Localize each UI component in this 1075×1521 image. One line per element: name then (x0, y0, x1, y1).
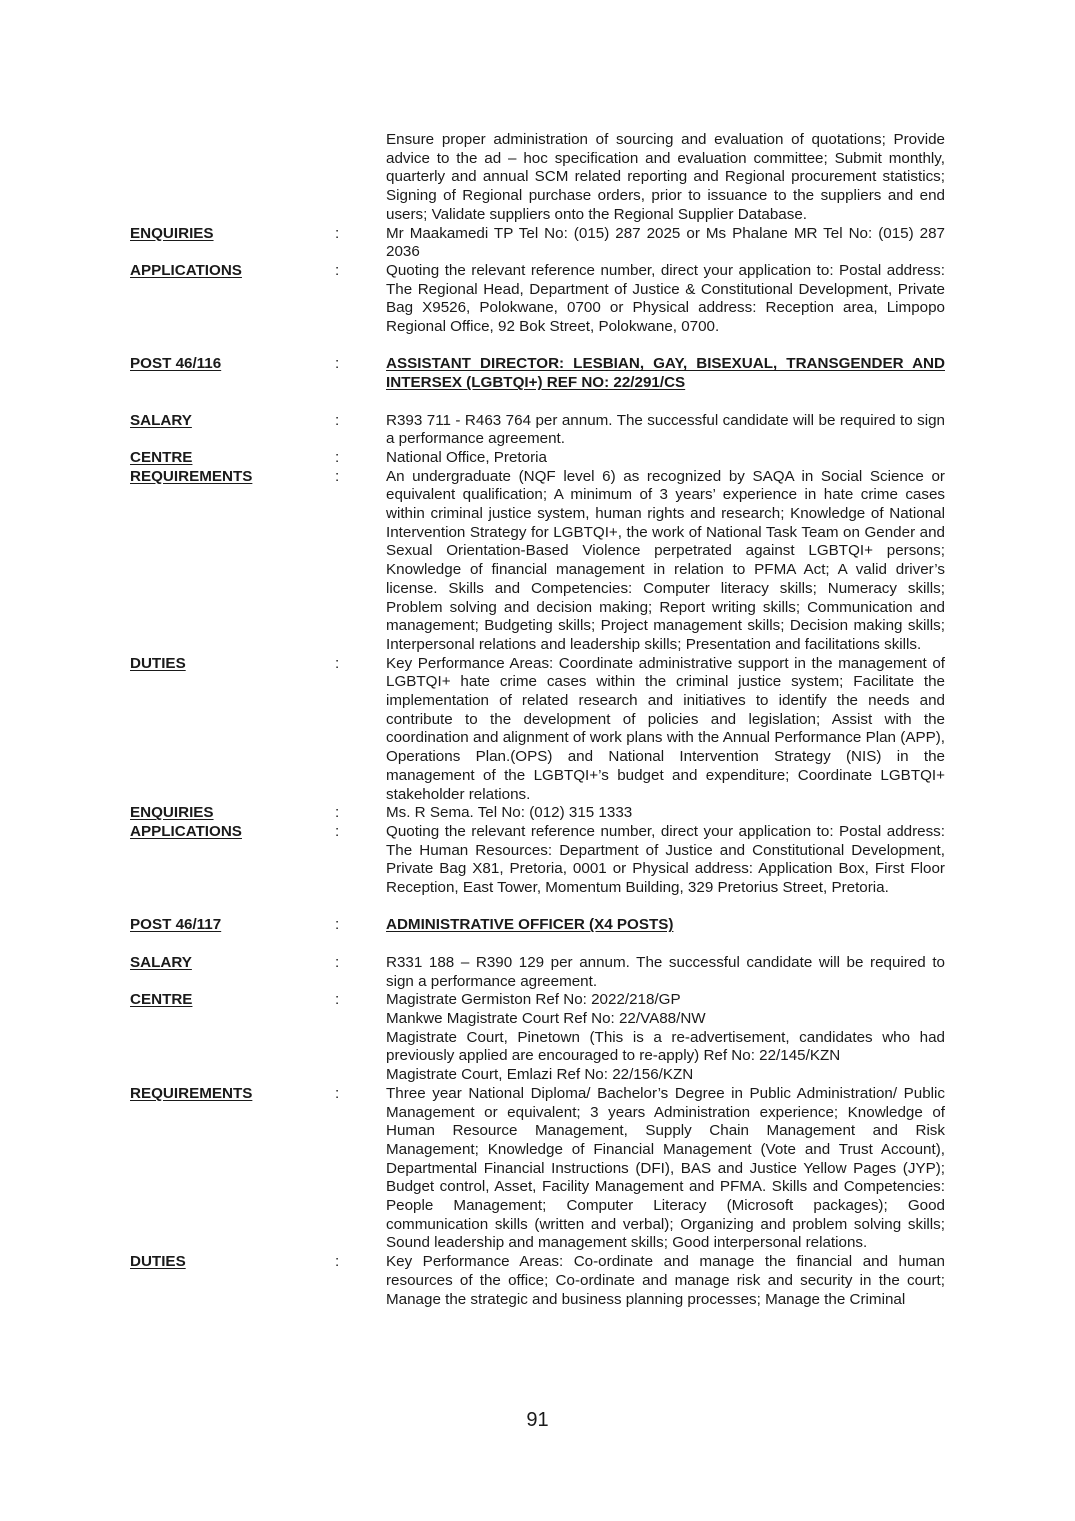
post-116-duties-row (130, 655, 945, 805)
separator-colon: : (335, 804, 340, 822)
duties-value: Key Performance Areas: Coordinate administrative support in the management of LGBTQI+ hate crime cases within the criminal justice system; Facilitate the implementation of related research and initiatives to identify the needs and contribute to the development of policies and legislation; Assist with the coordination and alignment of work plans with the Annual Performance Plan (APP), Operations Plan.(OPS) and National Intervention Strategy (NIS) in the management of the LGBTQI+’s budget and expenditure; Coordinate LGBTQI+ stakeholder relations. (386, 654, 945, 803)
centre-line: Magistrate Court, Emlazi Ref No: 22/156/KZN (386, 1066, 694, 1084)
enquiries-label: ENQUIRIES (130, 224, 214, 242)
post-117-title: ADMINISTRATIVE OFFICER (X4 POSTS) (386, 916, 674, 934)
separator-colon: : (335, 261, 340, 279)
separator-colon: : (335, 1253, 340, 1271)
applications-value: Quoting the relevant reference number, direct your application to: Postal address: The Regional Head, Department of Justice & Constitutional Development, Private Bag X9526, Polokwane, 0700 or Physical address: Reception area, Limpopo Regional Office, 92 Bok Street, Polokwane, 0700. (386, 261, 945, 336)
post-116-title: ASSISTANT DIRECTOR: LESBIAN, GAY, BISEXUAL, TRANSGENDER AND INTERSEX (LGBTQI+) REF NO: 22/291/CS (386, 355, 945, 392)
separator-colon: : (335, 1084, 340, 1102)
post-117-header-row (130, 916, 945, 935)
continuation-row (130, 131, 945, 225)
post-116-applications-row (130, 823, 945, 898)
duties-label: DUTIES (130, 654, 186, 672)
post-116-centre-row (130, 449, 945, 468)
salary-label: SALARY (130, 411, 192, 429)
post-117-salary-row (130, 954, 945, 991)
enquiries-row (130, 225, 945, 262)
centre-value: National Office, Pretoria (386, 448, 547, 466)
separator-colon: : (335, 654, 340, 672)
post-116-requirements-row (130, 468, 945, 655)
post-117-label: POST 46/117 (130, 916, 222, 934)
separator-colon: : (335, 953, 340, 971)
separator-colon: : (335, 916, 340, 934)
separator-colon: : (335, 991, 340, 1009)
duties-value: Key Performance Areas: Co-ordinate and manage the financial and human resources of the office; Co-ordinate and manage risk and security in the court; Manage the strategic and business planning processes; Manage the Criminal (386, 1253, 945, 1308)
enquiries-label: ENQUIRIES (130, 804, 214, 822)
duties-label: DUTIES (130, 1253, 186, 1271)
post-116-header-row (130, 355, 945, 392)
separator-colon: : (335, 411, 340, 429)
applications-label: APPLICATIONS (130, 822, 242, 840)
document-body (130, 131, 945, 1309)
centre-label: CENTRE (130, 991, 193, 1009)
separator-colon: : (335, 467, 340, 485)
post-116-salary-row (130, 412, 945, 449)
enquiries-value: Mr Maakamedi TP Tel No: (015) 287 2025 or Ms Phalane MR Tel No: (015) 287 2036 (386, 224, 945, 261)
post-117-duties-row (130, 1253, 945, 1309)
requirements-value: An undergraduate (NQF level 6) as recognized by SAQA in Social Science or equivalent qualification; A minimum of 3 years’ experience in hate crime cases within criminal justice system, human rights and research; Knowledge of National Intervention Strategy for LGBTQI+, the work of National Task Team on Gender and Sexual Orientation-Based Violence perpetrated against LGBTQI+ persons; Knowledge of financial management in relation to PFMA Act; A valid driver’s license. Skills and Competencies: Computer literacy skills; Numeracy skills; Problem solving and decision making; Report writing skills; Communication and management; Budgeting skills; Project management skills; Decision making skills; Interpersonal relations and leadership skills; Presentation and facilitations skills. (386, 467, 945, 653)
centre-line: Mankwe Magistrate Court Ref No: 22/VA88/NW (386, 1009, 706, 1027)
salary-value: R393 711 - R463 764 per annum. The successful candidate will be required to sign a performance agreement. (386, 411, 945, 448)
separator-colon: : (335, 355, 340, 373)
centre-list (386, 991, 945, 1085)
applications-value: Quoting the relevant reference number, direct your application to: Postal address: The Human Resources: Department of Justice and Constitutional Development, Private Bag X81, Pretoria, 0001 or Physical address: Application Box, First Floor Reception, East Tower, Momentum Building, 329 Pretorius Street, Pretoria. (386, 822, 945, 897)
continuation-text: Ensure proper administration of sourcing and evaluation of quotations; Provide advice to the ad – hoc specification and evaluation committee; Submit monthly, quarterly and annual SCM related reporting and Regional procurement statistics; Signing of Regional purchase orders, prior to issuance to the suppliers and end users; Validate suppliers onto the Regional Supplier Database. (386, 131, 945, 223)
centre-label: CENTRE (130, 448, 193, 466)
post-116-enquiries-row (130, 804, 945, 823)
separator-colon: : (335, 224, 340, 242)
enquiries-value: Ms. R Sema. Tel No: (012) 315 1333 (386, 804, 633, 822)
separator-colon: : (335, 448, 340, 466)
requirements-label: REQUIREMENTS (130, 1084, 253, 1102)
salary-value: R331 188 – R390 129 per annum. The successful candidate will be required to sign a performance agreement. (386, 953, 945, 990)
page-number: 91 (526, 1409, 549, 1431)
salary-label: SALARY (130, 953, 192, 971)
applications-label: APPLICATIONS (130, 261, 242, 279)
post-116-label: POST 46/116 (130, 355, 222, 373)
requirements-value: Three year National Diploma/ Bachelor’s Degree in Public Administration/ Public Management or equivalent; 3 years Administration experience; Knowledge of Human Resource Management, Supply Chain Management and Risk Management; Knowledge of Financial Management (Vote and Trust Account), Departmental Financial Instructions (DFI), BAS and Justice Yellow Pages (JYP); Budget control, Asset, Facility Management and PFMA. Skills and Competencies: People Management; Computer Literacy (Microsoft packages); Good communication skills (written and verbal); Organizing and problem solving skills; Sound leadership and management skills; Good interpersonal relations. (386, 1084, 945, 1252)
centre-line: Magistrate Court, Pinetown (This is a re-advertisement, candidates who had previously applied are encouraged to re-apply) Ref No: 22/145/KZN (386, 1028, 945, 1065)
requirements-label: REQUIREMENTS (130, 467, 253, 485)
post-117-centre-row (130, 991, 945, 1085)
separator-colon: : (335, 822, 340, 840)
post-117-requirements-row (130, 1085, 945, 1253)
applications-row (130, 262, 945, 337)
centre-line: Magistrate Germiston Ref No: 2022/218/GP (386, 991, 681, 1009)
